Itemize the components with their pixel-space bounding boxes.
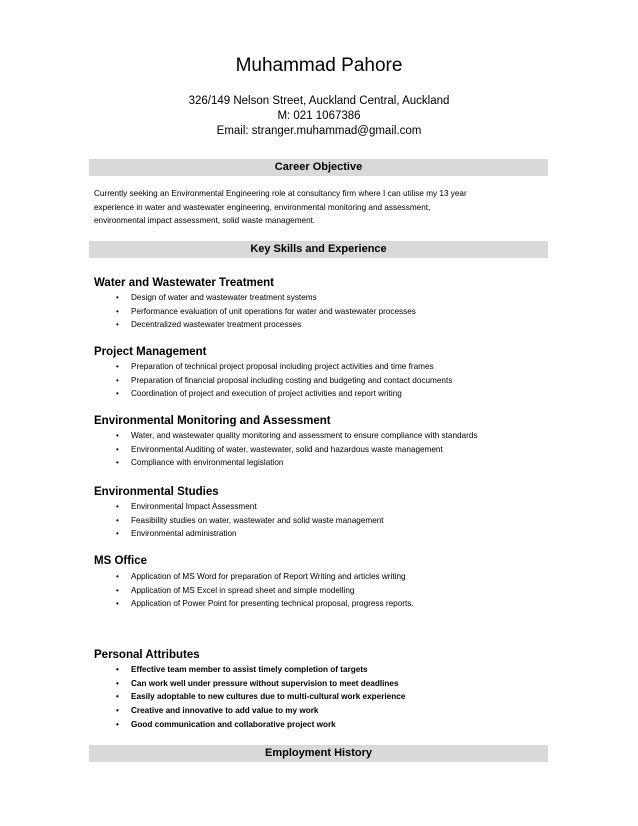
list-item: • Decentralized wastewater treatment processes xyxy=(0,318,638,332)
skill-section-title: Environmental Monitoring and Assessment xyxy=(94,415,331,427)
list-item: • Environmental administration xyxy=(0,527,638,541)
bullet-icon: • xyxy=(116,502,119,511)
bullet-icon: • xyxy=(116,306,119,316)
list-item: • Coordination of project and execution of project activities and report writing xyxy=(0,387,638,401)
bullet-icon: • xyxy=(116,529,119,539)
skill-section-list xyxy=(0,291,638,332)
bullet-icon: • xyxy=(116,599,119,609)
list-item: • Can work well under pressure without supervision to meet deadlines xyxy=(0,677,638,691)
bullet-icon: • xyxy=(116,572,119,581)
bullet-icon: • xyxy=(116,458,119,468)
bullet-icon: • xyxy=(116,320,119,330)
bullet-icon: • xyxy=(116,444,119,454)
list-item: • Application of MS Excel in spread sheet and simple modelling xyxy=(0,584,638,598)
list-item: • Compliance with environmental legislation xyxy=(0,456,638,470)
skill-section-list xyxy=(0,429,638,470)
bullet-icon: • xyxy=(116,389,119,399)
skill-section-title: Project Management xyxy=(94,346,207,358)
key-skills-heading: Key Skills and Experience xyxy=(89,241,548,258)
bullet-icon: • xyxy=(116,515,119,525)
personal-attributes-list xyxy=(0,663,638,731)
employment-history-heading: Employment History xyxy=(89,745,548,762)
career-objective-heading: Career Objective xyxy=(89,159,548,176)
bullet-icon: • xyxy=(116,665,119,674)
bullet-icon: • xyxy=(116,585,119,595)
skill-section-list xyxy=(0,360,638,401)
career-objective-text xyxy=(94,187,544,228)
list-item: • Application of MS Word for preparation of Report Writing and articles writing xyxy=(0,570,638,584)
address-line: 326/149 Nelson Street, Auckland Central, Auckland xyxy=(188,95,450,107)
skill-section-list xyxy=(0,570,638,611)
list-item: • Design of water and wastewater treatment systems xyxy=(0,291,638,305)
skill-section-title: MS Office xyxy=(94,555,148,567)
list-item: • Water, and wastewater quality monitoring and assessment to ensure compliance with standards xyxy=(0,429,638,443)
email-line: Email: stranger.muhammad@gmail.com xyxy=(216,125,422,137)
skill-section-title: Water and Wastewater Treatment xyxy=(94,277,275,289)
list-item: • Preparation of technical project proposal including project activities and time frames xyxy=(0,360,638,374)
bullet-icon: • xyxy=(116,719,119,729)
skill-section-list xyxy=(0,500,638,541)
bullet-icon: • xyxy=(116,706,119,716)
bullet-icon: • xyxy=(116,692,119,702)
bullet-icon: • xyxy=(116,362,119,371)
objective-line: environmental impact assessment, solid waste management. xyxy=(94,216,316,225)
list-item: • Performance evaluation of unit operations for water and wastewater processes xyxy=(0,305,638,319)
bullet-icon: • xyxy=(116,678,119,688)
list-item: • Easily adoptable to new cultures due to multi-cultural work experience xyxy=(0,690,638,704)
list-item: • Environmental Impact Assessment xyxy=(0,500,638,514)
list-item: • Environmental Auditing of water, wastewater, solid and hazardous waste management xyxy=(0,443,638,457)
list-item: • Effective team member to assist timely completion of targets xyxy=(0,663,638,677)
list-item: • Application of Power Point for presenting technical proposal, progress reports. xyxy=(0,597,638,611)
objective-line: experience in water and wastewater engineering, environmental monitoring and assessment, xyxy=(94,202,431,212)
personal-attributes-title: Personal Attributes xyxy=(94,649,200,661)
bullet-icon: • xyxy=(116,431,119,440)
skill-section-title: Environmental Studies xyxy=(94,486,219,498)
bullet-icon: • xyxy=(116,375,119,385)
mobile-line: M: 021 1067386 xyxy=(277,110,361,122)
list-item: • Creative and innovative to add value to my work xyxy=(0,704,638,718)
list-item: • Good communication and collaborative project work xyxy=(0,718,638,732)
list-item: • Feasibility studies on water, wastewater and solid waste management xyxy=(0,514,638,528)
objective-line: Currently seeking an Environmental Engineering role at consultancy firm where I can utilise my 13 year xyxy=(94,189,467,198)
bullet-icon: • xyxy=(116,293,119,302)
candidate-name: Muhammad Pahore xyxy=(235,55,403,76)
list-item: • Preparation of financial proposal including costing and budgeting and contact documents xyxy=(0,374,638,388)
